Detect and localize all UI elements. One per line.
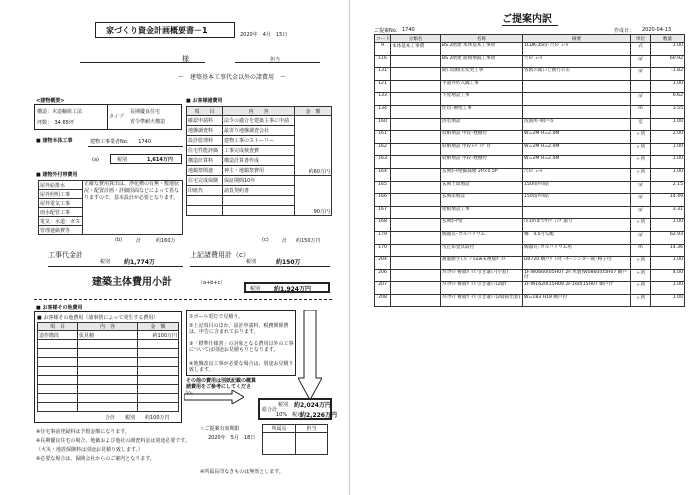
fee-content — [223, 206, 295, 216]
row-code: 164 — [375, 168, 391, 181]
building-type-label: タイプ — [109, 114, 124, 120]
row-qty: 1.00 — [651, 43, 685, 56]
table-row — [375, 294, 685, 307]
row-unit: ㎡ — [631, 55, 651, 68]
row-category — [391, 282, 441, 295]
row-memo: 1LDK-35㎡･尺ﾓｼﾞｭｰﾙ — [523, 43, 631, 56]
row-qty: 1.00 — [651, 118, 685, 131]
fee-content: 請負契約書 — [223, 186, 295, 196]
row-category — [391, 244, 441, 257]
row-qty: 2.15 — [651, 181, 685, 194]
row-memo: 巾1mまでｻｲﾃﾞｨﾝｸﾞ貼り — [523, 219, 631, 232]
other-content: 仮見積 — [78, 331, 138, 340]
row-category — [391, 80, 441, 93]
table-row — [375, 156, 685, 169]
table-row — [375, 143, 685, 156]
row-category — [391, 269, 441, 282]
row-unit: ㎡ — [631, 181, 651, 194]
row-unit: m — [631, 105, 651, 118]
fee-item: 地鎮祭関連 — [187, 166, 223, 176]
table-row — [375, 231, 685, 244]
fee-item: 確認申請料 — [187, 116, 223, 126]
other-costs-box — [34, 311, 182, 423]
col-code: コード — [376, 36, 390, 42]
row-memo: W=183 H18 網戸付 — [523, 294, 631, 307]
row-name: 収納増設 中段･枕棚付 — [441, 156, 523, 169]
subtotal-label: 建築主体費用小計 — [92, 277, 172, 288]
row-code: 121 — [375, 80, 391, 93]
row-memo — [523, 80, 631, 93]
table-row — [375, 219, 685, 232]
fee-item: 設計監理料 — [187, 136, 223, 146]
fee-content: 最寄り地盤調査会社 — [223, 126, 295, 136]
outside-sub-text: 計 — [136, 238, 142, 244]
document-title-box — [95, 22, 235, 38]
row-name: ｱﾙﾐｻｯｼ 複層ｶﾞﾗｽ 引き違い(2層掃出窓) — [441, 294, 523, 307]
above-total-label: 上記諸費用計（c） — [190, 251, 250, 259]
row-name: 浴室増設 — [441, 118, 523, 131]
customer-fees-header: ■ お客様諸費用 — [186, 98, 223, 104]
row-category — [391, 118, 441, 131]
row-memo — [523, 105, 631, 118]
grand-total-box — [258, 398, 337, 420]
building-overview-box — [34, 104, 182, 130]
row-memo: 1F:W0660(05H07 2F:木製)W0860(05H07 網戸付 — [523, 269, 631, 282]
row-memo: 150角ﾀｲﾙ貼 — [523, 194, 631, 207]
row-name: 開口面積差変更工事 — [441, 68, 523, 81]
note-3: ③「標準仕様書」の対象となる費用以外の工事については別途お見積もりとなります。 — [189, 341, 294, 353]
fee-item — [187, 196, 223, 206]
row-qty: 14.36 — [651, 244, 685, 257]
outside-sub-amount: 約160万 — [156, 238, 176, 244]
row-code: 166 — [375, 194, 391, 207]
col-category: 分類名 — [391, 35, 441, 43]
row-unit: ヶ所 — [631, 168, 651, 181]
table-row — [375, 118, 685, 131]
row-code: 163 — [375, 156, 391, 169]
proposal-date-label: ☆ご提案有効期限 — [200, 426, 240, 432]
row-unit: ヶ所 — [631, 257, 651, 270]
footnote-3: （火災・地震保険料は別途お見積り致します。） — [36, 447, 144, 453]
row-category — [391, 156, 441, 169]
row-unit: ㎡ — [631, 194, 651, 207]
staff-label: 担当 — [270, 57, 281, 63]
subtotal-formula: （a+b+c） — [198, 280, 226, 286]
row-category — [391, 143, 441, 156]
row-unit: ㎡ — [631, 231, 651, 244]
fee-item: 印紙代 — [187, 186, 223, 196]
row-category — [391, 131, 441, 144]
document-subtitle: ～ 建築基本工事代金以外の諸費用 ～ — [178, 74, 287, 81]
row-memo: 陶器瓦･ガルバリウム用 — [523, 244, 631, 257]
table-row — [375, 55, 685, 68]
row-memo — [523, 206, 631, 219]
row-unit: ヶ所 — [631, 131, 651, 144]
grand-tax-out: 税別 — [278, 402, 289, 408]
other-intro: ■ お客様その他費用（諸事情によって発生する費用） — [37, 315, 159, 321]
row-category — [391, 181, 441, 194]
row-qty: 14.49 — [651, 194, 685, 207]
stamp-staff: 担当 — [296, 425, 328, 433]
row-name: 通風勝手口ﾄﾞｱ Low-E複層ｶﾞﾗｽ — [441, 257, 523, 270]
proposal-date: 2020年 5月 18日 — [208, 435, 256, 441]
other-amount: 約100万円 — [138, 331, 179, 340]
outside-row: 管理連絡費等 — [39, 226, 83, 235]
outside-row: 雨水配管工事 — [39, 208, 83, 217]
stamp-table — [262, 424, 328, 455]
other-costs-table — [37, 322, 179, 412]
row-code: 165 — [375, 181, 391, 194]
row-unit: ヶ所 — [631, 294, 651, 307]
row-name: 玄関ﾎｰﾁ壁 — [441, 219, 523, 232]
subtotal-tax: 税別 — [250, 286, 261, 292]
above-total: 約150万 — [276, 259, 301, 266]
row-memo: 洗面所･納戸等 — [523, 118, 631, 131]
other-col-item: 項 目 — [38, 323, 78, 331]
outside-note: 正確な費用算出は、浄化槽の有無・敷地状況・配置計画・詳細図面などによって異なりますので、基本設計が必要となります。 — [84, 181, 180, 201]
main-cost-box — [110, 154, 182, 164]
row-memo: 尺ﾓｼﾞｭｰﾙ — [523, 55, 631, 68]
row-unit: ヶ所 — [631, 219, 651, 232]
row-name: 玄関土間増設 — [441, 181, 523, 194]
row-qty: 1.00 — [651, 143, 685, 156]
note-4: ④地盤改良工事が必要な場合は、別途お見積り致します。 — [189, 361, 294, 373]
table-row — [375, 282, 685, 295]
fee-item: 地盤調査料 — [187, 126, 223, 136]
building-area: 坪数： 34.65坪 — [37, 120, 74, 126]
main-cost-header: ■ 建物本体工事 — [36, 138, 73, 144]
row-code: 162 — [375, 143, 391, 156]
fee-content: 保証期間10年 — [223, 176, 295, 186]
row-name: 平面外形入隅工事 — [441, 80, 523, 93]
row-category — [391, 93, 441, 106]
row-unit: ヶ所 — [631, 156, 651, 169]
outside-row: 電気：水道：ガス — [39, 217, 83, 226]
fee-item: 構造計算料 — [187, 156, 223, 166]
row-memo: W=2M H=2.4M — [523, 156, 631, 169]
row-unit: ヶ所 — [631, 143, 651, 156]
fee-content: 構造計算書作成 — [223, 156, 295, 166]
row-code: 170 — [375, 244, 391, 257]
main-cost-amount: 1,614万円 — [147, 157, 173, 163]
row-memo: 各階の開口と換行の差 — [523, 68, 631, 81]
row-unit: ヶ所 — [631, 282, 651, 295]
row-code: 161 — [375, 131, 391, 144]
building-type-2: 省令準耐火構造 — [130, 119, 166, 125]
row-code: 160 — [375, 118, 391, 131]
row-code: 204 — [375, 257, 391, 270]
fee-amount-first: 約60万円 — [295, 116, 332, 176]
building-overview-header: <建物概要> — [36, 98, 65, 104]
fees-sub-label: (c) — [262, 237, 269, 243]
row-code: 9 — [375, 43, 391, 56]
table-row — [375, 93, 685, 106]
breakdown-title: ご提案内訳 — [502, 14, 552, 25]
row-name: 雪止め金具取付 — [441, 244, 523, 257]
fees-sub-amount: 約150万円 — [296, 238, 321, 244]
row-category — [391, 257, 441, 270]
col-name: 名称 — [441, 35, 523, 43]
row-name: 陶器瓦･ガルバリウム — [441, 231, 523, 244]
fee-item — [187, 206, 223, 216]
outside-sub-label: (b) — [115, 237, 123, 243]
outside-row: 屋外電気工事 — [39, 199, 83, 208]
fee-content: 建物工事のストーリー — [223, 136, 295, 146]
notes-box — [186, 310, 296, 376]
proposal-no-label: ご提案No. — [374, 28, 398, 34]
fee-content: 工事完成検査費 — [223, 146, 295, 156]
row-category — [391, 219, 441, 232]
construction-tax: 税別 — [100, 259, 111, 265]
row-name: 玄関床増設 — [441, 194, 523, 207]
main-cost-tax: 税別 — [117, 157, 128, 163]
table-row — [375, 181, 685, 194]
row-unit — [631, 80, 651, 93]
building-type-1: 長期優良住宅 — [130, 109, 161, 115]
row-category — [391, 206, 441, 219]
row-unit: ヶ所 — [631, 269, 651, 282]
table-row — [375, 105, 685, 118]
other-sub-text: 合計 — [105, 415, 116, 421]
row-unit: ㎡ — [631, 206, 651, 219]
row-name: 玄関ﾎｰﾙ壁掘減額 2P×0.5P — [441, 168, 523, 181]
row-category: 本体基本工事費 — [391, 43, 441, 56]
outside-note-cell — [83, 181, 183, 235]
fee-amount-last: 90万円 — [295, 176, 332, 216]
row-memo: 尺ﾓｼﾞｭｰﾙ — [523, 168, 631, 181]
table-row — [375, 194, 685, 207]
row-code: 179 — [375, 231, 391, 244]
fee-content: 神主・地鎮祭費用 — [223, 166, 295, 176]
row-code: 134 — [375, 105, 391, 118]
row-qty: 3.31 — [651, 206, 685, 219]
grand-amount-out: 約2,024万円 — [294, 402, 331, 409]
row-code: 167 — [375, 206, 391, 219]
row-name: BS 2階建 本体基本工事費 — [441, 43, 523, 56]
table-row — [375, 269, 685, 282]
row-memo — [523, 93, 631, 106]
row-qty: 3.55 — [651, 105, 685, 118]
row-name: ｱﾙﾐｻｯｼ 複層ｶﾞﾗｽ 引き違い(小窓) — [441, 269, 523, 282]
col-unit: 単位 — [631, 35, 651, 43]
outside-row: 屋外給排水 — [39, 181, 83, 190]
document-title: 家づくり資金計画概要書－1 — [106, 26, 208, 35]
main-cost-label: (a) — [92, 157, 99, 163]
customer-suffix: 様 — [182, 55, 189, 63]
row-code: 207 — [375, 282, 391, 295]
outside-costs-table — [38, 180, 183, 235]
document-date: 2020年 4月 15日 — [240, 32, 288, 38]
row-qty: 62.93 — [651, 231, 685, 244]
grand-amount-in: 約2,226万円 — [300, 412, 337, 419]
row-category — [391, 168, 441, 181]
row-unit: 室 — [631, 118, 651, 131]
row-name: 下屋増設工事 — [441, 93, 523, 106]
other-col-content: 内 容 — [78, 323, 138, 331]
table-row — [375, 168, 685, 181]
col-qty: 数量 — [651, 35, 685, 43]
footnote-1: ※住宅事前登録料は予想金額になります。 — [36, 429, 130, 435]
subtotal-amount: 約1,924万円 — [274, 286, 311, 293]
footnote-4: ※必要な場合は、保険会社からのご案内となります。 — [36, 456, 155, 462]
col-amount: 金 額 — [295, 107, 332, 116]
row-memo: D0720 網戸ﾊﾞﾄﾗﾎﾞｰﾀｰ･シンダー錠･格子付 — [523, 257, 631, 270]
building-structure: 構造：木造軸組工法 — [37, 109, 83, 115]
construction-total: 約1,774万 — [124, 259, 155, 266]
table-row — [375, 43, 685, 56]
row-memo: W=2M H=2.4M — [523, 131, 631, 144]
row-qty: 1.00 — [651, 156, 685, 169]
row-qty: 1.00 — [651, 80, 685, 93]
note-1: ①ボール電灯で見積り。 — [189, 314, 244, 320]
row-category — [391, 105, 441, 118]
row-name: 収納増設 中段+ﾊﾟｲﾌﾟ付 — [441, 143, 523, 156]
other-sub-amount: 約100万円 — [145, 415, 170, 421]
created-label: 作成日： — [614, 28, 635, 34]
row-qty: 2.00 — [651, 131, 685, 144]
table-row — [375, 131, 685, 144]
row-code: 168 — [375, 219, 391, 232]
row-qty: 1.00 — [651, 257, 685, 270]
row-name: BS 2階建 面積増減工事費 — [441, 55, 523, 68]
row-code: 131 — [375, 68, 391, 81]
grand-tax-in: 10% 税込 — [276, 412, 303, 418]
customer-fees-table — [186, 106, 332, 216]
created-date: 2020-04-13 — [642, 27, 672, 33]
fee-content — [223, 196, 295, 206]
fee-content: 法令の適合を建築主事に申請 — [223, 116, 295, 126]
row-category — [391, 55, 441, 68]
row-code: 116 — [375, 55, 391, 68]
down-arrow-icon — [298, 310, 322, 400]
note-2: ②上記項目のほか、設計申請料、税務関係費は、申告に含まれております。 — [189, 323, 289, 335]
other-col-amount: 金 額 — [138, 323, 179, 331]
fees-sub-text: 計 — [282, 238, 288, 244]
fee-item: 住宅性能評価 — [187, 146, 223, 156]
main-cost-detail: 建物工事業者No. 1740 — [90, 139, 152, 145]
breakdown-table — [374, 34, 685, 307]
row-category — [391, 194, 441, 207]
row-qty: 1.00 — [651, 219, 685, 232]
right-document-page — [352, 0, 700, 495]
row-qty: 4.00 — [651, 269, 685, 282]
other-sub-tax: 税別 — [125, 415, 136, 421]
row-name: 屋根増設工事 — [441, 206, 523, 219]
row-qty: -1.82 — [651, 68, 685, 81]
table-row — [375, 68, 685, 81]
row-category — [391, 294, 441, 307]
row-category — [391, 68, 441, 81]
row-unit: m — [631, 244, 651, 257]
row-unit: 式 — [631, 43, 651, 56]
table-row — [375, 206, 685, 219]
footnote-final: ※所属長印なきものは無効とします。 — [200, 469, 284, 475]
row-name: ｱﾙﾐｻｯｼ 複層ｶﾞﾗｽ 引き違い(2層) — [441, 282, 523, 295]
stamp-head: 所属長 — [263, 425, 296, 433]
other-item: 造作階段 — [38, 331, 78, 340]
table-row — [375, 257, 685, 270]
row-category — [391, 231, 441, 244]
row-memo: 1F:W1620(15H09 2F:160(15H07 網戸付 — [523, 282, 631, 295]
row-qty: 1.00 — [651, 294, 685, 307]
other-intro-note: その他の費用は別紙記載の概算諸費用をご参考にしてください。 — [186, 378, 257, 396]
proposal-no: 1740 — [402, 27, 415, 33]
row-code: 133 — [375, 93, 391, 106]
row-code: 206 — [375, 269, 391, 282]
fee-item: 住宅完成保険 — [187, 176, 223, 186]
grand-label: 総合計 — [262, 407, 278, 413]
col-memo: 摘要 — [523, 35, 631, 43]
row-name: 収納増設 中段･枕棚付 — [441, 131, 523, 144]
row-memo: 150角ﾀｲﾙ貼 — [523, 181, 631, 194]
row-unit: ㎡ — [631, 93, 651, 106]
footnote-2: ※長期優良住宅の場合、地価および他社の調査料金は別途必要です。 — [36, 438, 190, 444]
row-qty: 1.00 — [651, 168, 685, 181]
row-qty: 60.92 — [651, 55, 685, 68]
table-row — [375, 244, 685, 257]
construction-total-label: 工事代金計 — [48, 251, 83, 259]
outside-row: 屋外照明工事 — [39, 190, 83, 199]
row-memo: 棟 4.5寸勾配 — [523, 231, 631, 244]
above-tax: 税別 — [246, 259, 257, 265]
row-name: 住切･袖壁工事 — [441, 105, 523, 118]
subtotal-box — [244, 282, 330, 293]
outside-costs-header: ■ 建物外付帯費用 — [36, 172, 78, 178]
row-memo: W=2M H=2.4M — [523, 143, 631, 156]
col-content: 内 容 — [223, 107, 295, 116]
other-header: ■ お客様その他費用 — [36, 305, 83, 311]
table-row — [375, 80, 685, 93]
col-item: 項 目 — [187, 107, 223, 116]
row-qty: 6.62 — [651, 93, 685, 106]
row-qty: 1.00 — [651, 282, 685, 295]
row-code: 208 — [375, 294, 391, 307]
row-unit: ㎡ — [631, 68, 651, 81]
